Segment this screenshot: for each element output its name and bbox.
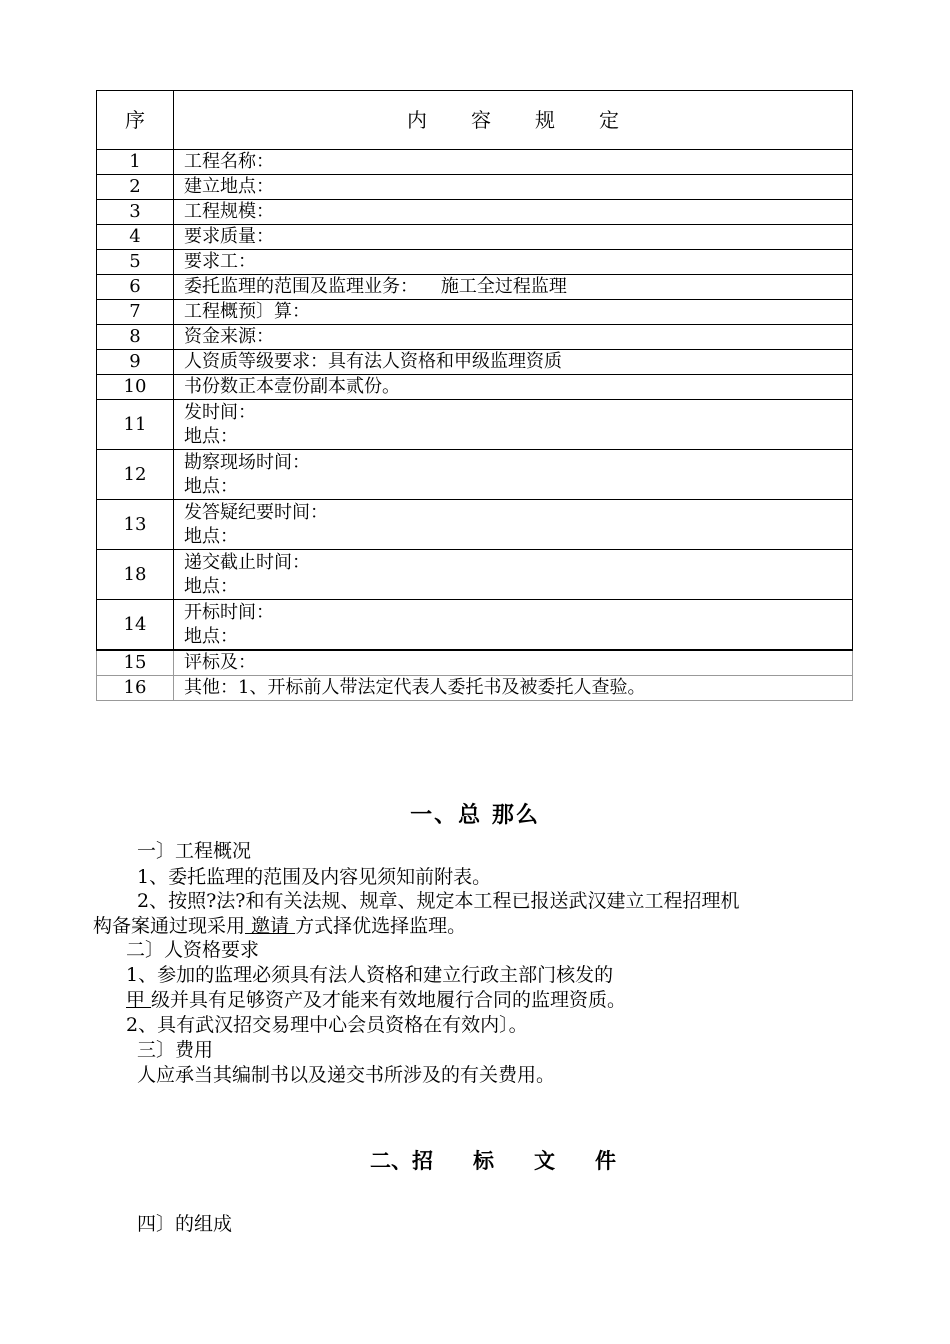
row-content: 人资质等级要求：具有法人资格和甲级监理资质 <box>174 350 853 375</box>
row-number: 7 <box>97 300 174 325</box>
row-number: 12 <box>97 450 174 500</box>
paragraph-filing-1: 2、按照?法?和有关法规、规章、规定本工程已报送武汉建立工程招理机 <box>137 890 740 912</box>
table-row <box>97 400 853 450</box>
row-content: 书份数正本壹份副本贰份。 <box>174 375 853 400</box>
paragraph-qualification-1: 1、参加的监理必须具有法人资格和建立行政主部门核发的 <box>126 964 614 986</box>
table-row <box>97 600 853 651</box>
subsection-composition: 四〕的组成 <box>137 1213 233 1235</box>
table-row <box>97 450 853 500</box>
subsection-fees: 三〕费用 <box>137 1039 214 1061</box>
row-number: 9 <box>97 350 174 375</box>
row-number: 2 <box>97 175 174 200</box>
subsection-qualification: 二〕人资格要求 <box>126 939 260 961</box>
row-content: 其他：1、开标前人带法定代表人委托书及被委托人查验。 <box>174 676 853 701</box>
row-content: 评标及： <box>174 650 853 676</box>
row-content: 工程名称： <box>174 150 853 175</box>
table-row <box>97 275 853 300</box>
section-2-title-part-3: 文 <box>534 1149 555 1173</box>
row-content <box>174 500 853 550</box>
row-content: 资金来源： <box>174 325 853 350</box>
qualification-text: 级并具有足够资产及才能来有效地履行合同的监理资质。 <box>151 989 627 1011</box>
row-content: 工程规模： <box>174 200 853 225</box>
row-content-line-1: 递交截止时间： <box>184 551 310 573</box>
row-content-line-1: 发时间： <box>184 401 256 423</box>
table-row <box>97 175 853 200</box>
row-content <box>174 450 853 500</box>
paragraph-membership: 2、具有武汉招交易理中心会员资格在有效内〕。 <box>126 1014 528 1036</box>
row-content-line-2: 地点： <box>184 525 238 547</box>
row-content: 要求质量： <box>174 225 853 250</box>
table-header-row <box>97 91 853 150</box>
table-row <box>97 350 853 375</box>
row-content <box>174 400 853 450</box>
table-row <box>97 676 853 701</box>
row-number: 16 <box>97 676 174 701</box>
section-2-title-part-2: 标 <box>473 1149 494 1173</box>
row-content: 要求工： <box>174 250 853 275</box>
row-number: 18 <box>97 550 174 600</box>
row-content-line-2: 地点： <box>184 575 238 597</box>
row-content <box>174 600 853 651</box>
filing-text-pre: 构备案通过现采用 <box>93 915 246 937</box>
row-number: 1 <box>97 150 174 175</box>
row-content-line-2: 地点： <box>184 425 238 447</box>
row-number: 3 <box>97 200 174 225</box>
row-number: 5 <box>97 250 174 275</box>
paragraph-filing-2 <box>93 913 466 939</box>
paragraph-fees: 人应承当其编制书以及递交书所涉及的有关费用。 <box>137 1064 556 1086</box>
row-content: 工程概预〕算： <box>174 300 853 325</box>
row-content-line-1: 发答疑纪要时间： <box>184 501 328 523</box>
section-2-title-part-1: 二、招 <box>370 1149 433 1173</box>
table-row <box>97 250 853 275</box>
filing-text-post: 方式择优选择监理。 <box>295 915 467 937</box>
row-number: 13 <box>97 500 174 550</box>
row-content-line-1: 开标时间： <box>184 601 274 623</box>
table-row <box>97 500 853 550</box>
row-content-line-2: 地点： <box>184 625 238 647</box>
table-row <box>97 375 853 400</box>
table-row <box>97 650 853 676</box>
row-content-line-2: 地点： <box>184 475 238 497</box>
requirements-table <box>96 90 853 701</box>
grade-level: 甲 <box>126 989 152 1011</box>
table-row <box>97 200 853 225</box>
table-row <box>97 225 853 250</box>
table-row <box>97 300 853 325</box>
row-number: 11 <box>97 400 174 450</box>
table-row <box>97 325 853 350</box>
paragraph-qualification-2 <box>126 987 626 1013</box>
subsection-project-overview: 一〕工程概况 <box>137 840 252 862</box>
row-content: 委托监理的范围及监理业务： 施工全过程监理 <box>174 275 853 300</box>
row-number: 14 <box>97 600 174 651</box>
row-content: 建立地点： <box>174 175 853 200</box>
row-number: 15 <box>97 650 174 676</box>
row-number: 8 <box>97 325 174 350</box>
table-row <box>97 150 853 175</box>
row-number: 6 <box>97 275 174 300</box>
table-row <box>97 550 853 600</box>
section-2-title-part-4: 件 <box>595 1149 616 1173</box>
section-1-title: 一、总 那么 <box>410 803 540 828</box>
row-number: 4 <box>97 225 174 250</box>
row-number: 10 <box>97 375 174 400</box>
section-2-title <box>370 1145 616 1175</box>
row-content <box>174 550 853 600</box>
row-content-line-1: 勘察现场时间： <box>184 451 310 473</box>
paragraph-scope: 1、委托监理的范围及内容见须知前附表。 <box>137 866 492 888</box>
invite-method: 邀请 <box>245 915 296 937</box>
header-content: 内容规定 <box>174 91 853 150</box>
header-no: 序 <box>97 91 174 150</box>
